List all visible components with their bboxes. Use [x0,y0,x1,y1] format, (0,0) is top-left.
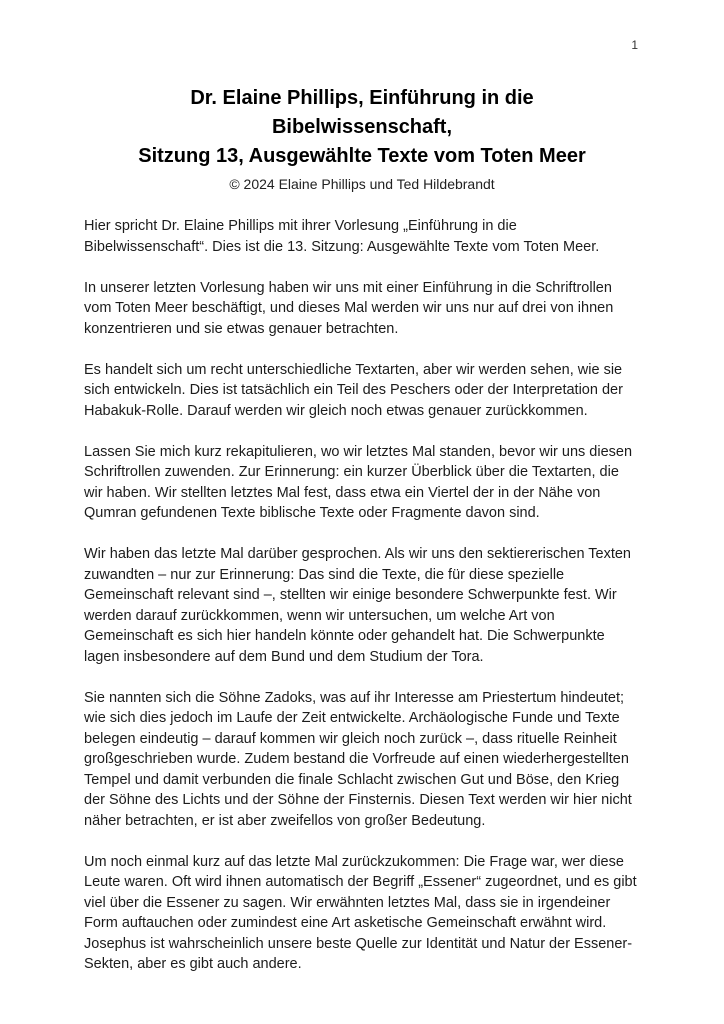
body-paragraph: Lassen Sie mich kurz rekapitulieren, wo wir letztes Mal standen, bevor wir uns diesen Schriftrollen zuwenden. Zur Erinnerung: ein kurzer Überblick über die Textarten, die wir haben. Wir stellten letztes Mal fest, dass etwa ein Viertel der in der Nähe von Qumran gefundenen Texte biblische Texte oder Fragmente davon sind. [84,443,633,521]
copyright-line: © 2024 Elaine Phillips und Ted Hildebrandt [229,176,495,192]
body-paragraph: Es handelt sich um recht unterschiedliche Textarten, aber wir werden sehen, wie sie sich entwickeln. Dies ist tatsächlich ein Teil des Peschers oder der Interpretation der Habakuk-Rolle. Darauf werden wir gleich noch etwas genauer zurückkommen. [84,361,623,419]
document-title-line-1: Dr. Elaine Phillips, Einführung in die [190,87,534,109]
body-paragraph: Sie nannten sich die Söhne Zadoks, was auf ihr Interesse am Priestertum hindeutet; wie sich dies jedoch im Laufe der Zeit entwickelte. Archäologische Funde und Texte belegen eindeutig – darauf kommen wir gleich noch zurück –, dass rituelle Reinheit großgeschrieben wurde. Zudem bestand die Vorfreude auf einen wiederhergestellten Tempel und damit verbunden die finale Schlacht zwischen Gut und Böse, den Krieg der Söhne des Lichts und der Söhne der Finsternis. Diesen Text werden wir hier nicht näher betrachten, er ist aber zweifellos von großer Bedeutung. [84,689,632,829]
page-number: 1 [631,38,638,52]
body-paragraph: Wir haben das letzte Mal darüber gesprochen. Als wir uns den sektiererischen Texten zuwandten – nur zur Erinnerung: Das sind die Texte, die für diese spezielle Gemeinschaft relevant sind –, stellten wir einige besondere Schwerpunkte fest. Wir werden darauf zurückkommen, wenn wir untersuchen, um welche Art von Gemeinschaft es sich hier handeln könnte oder gehandelt hat. Die Schwerpunkte lagen insbesondere auf dem Bund und dem Studium der Tora. [84,546,631,665]
body-paragraph: In unserer letzten Vorlesung haben wir uns mit einer Einführung in die Schriftrollen vom Toten Meer beschäftigt, und dieses Mal werden wir uns nur auf drei von ihnen konzentrieren und sie etwas genauer betrachten. [84,279,614,337]
body-paragraph: Um noch einmal kurz auf das letzte Mal zurückzukommen: Die Frage war, wer diese Leute waren. Oft wird ihnen automatisch der Begriff „Essener“ zugeordnet, und es gibt viel über die Essener zu sagen. Wir erwähnten letztes Mal, dass sie in irgendeiner Form auftauchen oder zumindest eine Art asketische Gemeinschaft erwähnt wird. Josephus ist wahrscheinlich unsere beste Quelle zur Identität und Natur der Essener-Sekten, aber es gibt auch andere. [84,853,637,972]
body-paragraph: Hier spricht Dr. Elaine Phillips mit ihrer Vorlesung „Einführung in die Bibelwissenschaft“. Dies ist die 13. Sitzung: Ausgewählte Texte vom Toten Meer. [84,218,600,255]
document-body [84,216,640,975]
document-title-line-2: Bibelwissenschaft, [271,116,453,138]
document-title [84,84,640,171]
document-title-line-3: Sitzung 13, Ausgewählte Texte vom Toten Meer [138,145,586,167]
